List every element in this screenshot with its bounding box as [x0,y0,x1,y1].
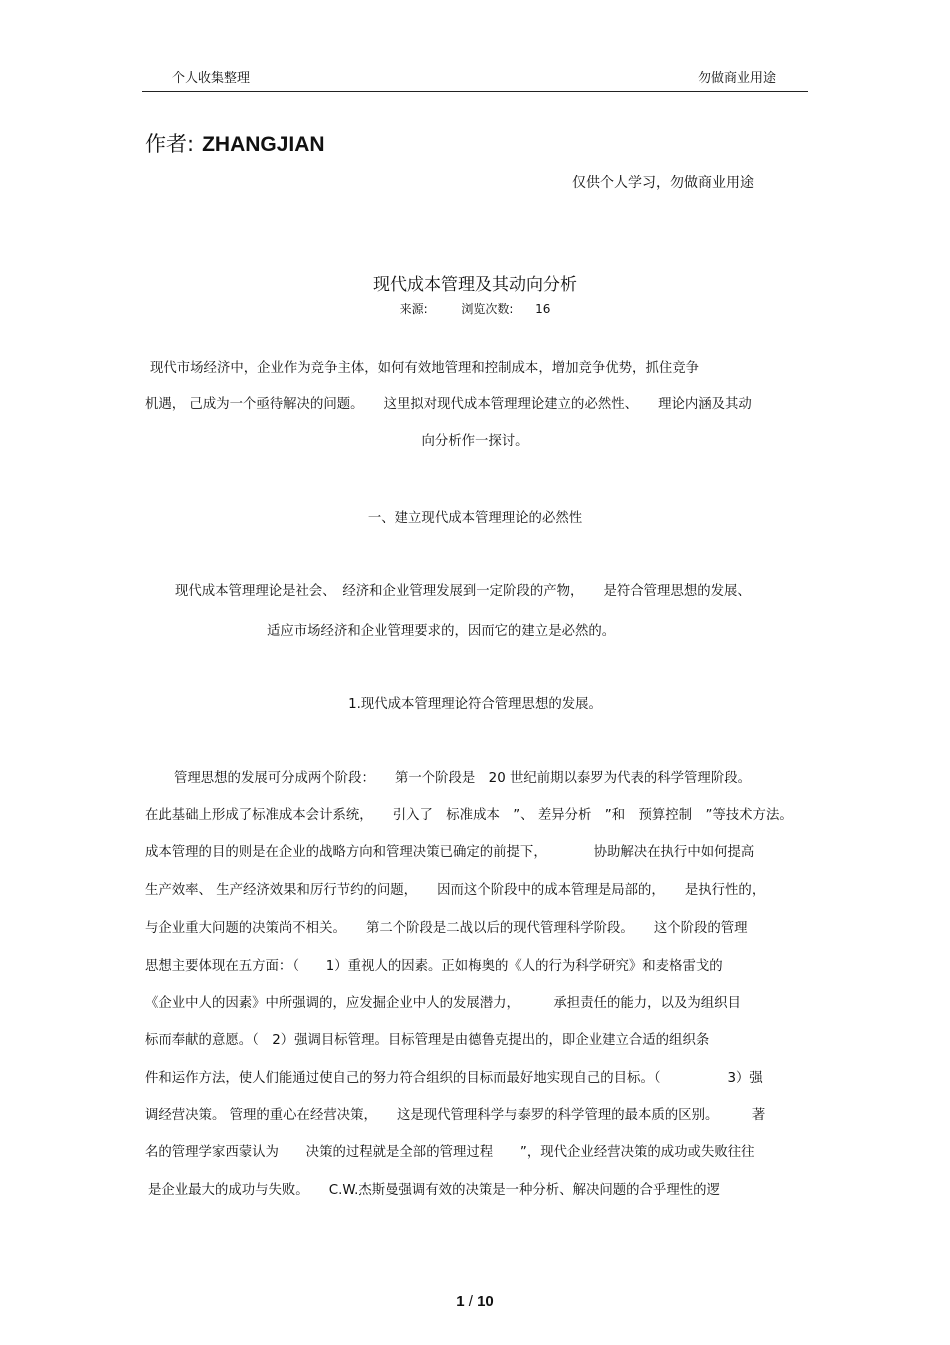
article-title: 现代成本管理及其动向分析 [373,275,577,295]
paragraph-line: 标而奉献的意愿。（ 2）强调目标管理。目标管理是由德鲁克提出的，即企业建立合适的组织条 [145,1033,710,1048]
paragraph-line: 管理思想的发展可分成两个阶段： 第一个阶段是 20 世纪前期以泰罗为代表的科学管理阶段。 [174,771,751,786]
paragraph-line: 向分析作一探讨。 [421,434,529,449]
header-left-text: 个人收集整理 [172,71,251,86]
subsection-heading: 1.现代成本管理理论符合管理思想的发展。 [348,697,602,712]
page-number [0,1293,950,1310]
paragraph-line: 件和运作方法，使人们能通过使自己的努力符合组织的目标而最好地实现自己的目标。（ 3）强 [145,1071,763,1086]
views-label: 浏览次数: [461,302,514,316]
page-total: 10 [477,1293,494,1310]
page-separator: / [468,1293,473,1310]
paragraph-line: 思想主要体现在五方面：（ 1）重视人的因素。正如梅奥的《人的行为科学研究》和麦格雷戈的 [145,959,723,974]
paragraph-line: 机遇， 己成为一个亟待解决的问题。 这里拟对现代成本管理理论建立的必然性、 理论内涵及其动 [145,397,752,412]
header-right-text: 勿做商业用途 [698,71,777,86]
article-meta [0,300,950,317]
page-current: 1 [456,1293,465,1310]
paragraph-line: 生产效率、 生产经济效果和厉行节约的问题， 因而这个阶段中的成本管理是局部的， 是执行性的， [145,883,766,898]
paragraph-line: 适应市场经济和企业管理要求的，因而它的建立是必然的。 [267,624,616,639]
author-label: 作者: [145,132,195,156]
paragraph-line: 名的管理学家西蒙认为 决策的过程就是全部的管理过程 ”，现代企业经营决策的成功或失败往往 [145,1145,755,1160]
source-label: 来源: [399,302,428,316]
section-heading: 一、建立现代成本管理理论的必然性 [367,511,583,526]
paragraph-line: 《企业中人的因素》中所强调的，应发掘企业中人的发展潜力， 承担责任的能力，以及为组织目 [145,996,741,1011]
paragraph-line: 是企业最大的成功与失败。 C.W.杰斯曼强调有效的决策是一种分析、解决问题的合乎理性的逻 [148,1183,720,1198]
author-name: ZHANGJIAN [202,133,325,156]
paragraph-line: 现代市场经济中，企业作为竞争主体，如何有效地管理和控制成本，增加竞争优势，抓住竞争 [150,361,700,376]
paragraph-line: 与企业重大问题的决策尚不相关。 第二个阶段是二战以后的现代管理科学阶段。 这个阶段的管理 [145,921,748,936]
usage-notice: 仅供个人学习，勿做商业用途 [572,175,754,191]
views-value: 16 [535,302,551,316]
header-divider [142,91,808,92]
paragraph-line: 在此基础上形成了标准成本会计系统， 引入了 标准成本 ”、 差异分析 ”和 预算控制 ”等技术方法。 [145,808,793,823]
paragraph-line: 现代成本管理理论是社会、 经济和企业管理发展到一定阶段的产物， 是符合管理思想的发展、 [175,584,751,599]
paragraph-line: 成本管理的目的则是在企业的战略方向和管理决策已确定的前提下， 协助解决在执行中如何提高 [145,845,755,860]
paragraph-line: 调经营决策。 管理的重心在经营决策， 这是现代管理科学与泰罗的科学管理的最本质的区别。 著 [145,1108,766,1123]
author-line [145,128,325,158]
